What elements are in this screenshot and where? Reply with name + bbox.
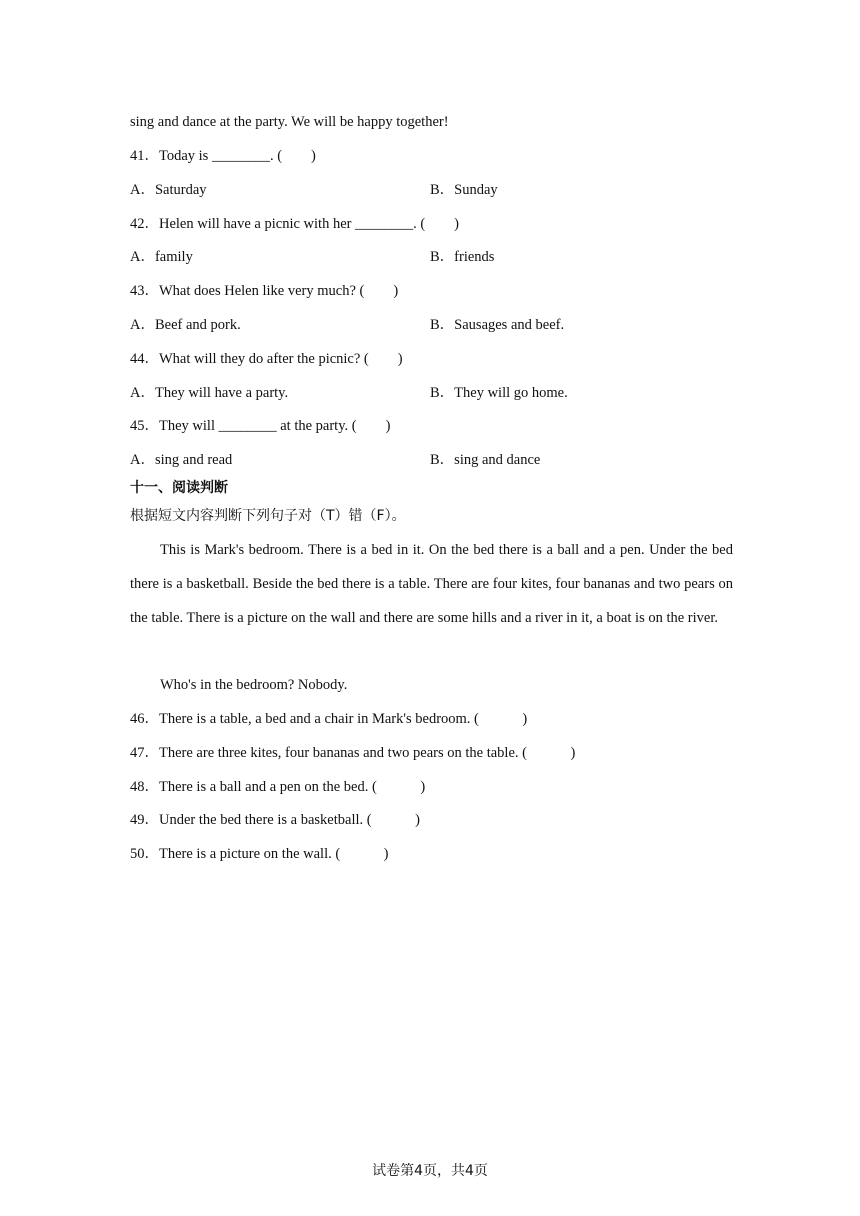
question-44-option-b: B．They will go home. [430,385,568,401]
question-47: 47．There are three kites, four bananas and two pears on the table. ( ) [130,745,576,761]
question-44: 44．What will they do after the picnic? ( ) [130,351,403,367]
reading-passage-2 [130,668,733,702]
passage-paragraph-2: Who's in the bedroom? Nobody. [160,677,348,693]
question-45-option-a: A．sing and read [130,452,233,468]
question-42-option-b: B．friends [430,249,495,265]
question-43: 43．What does Helen like very much? ( ) [130,283,399,299]
reading-passage [130,533,733,635]
passage-tail: sing and dance at the party. We will be happy together! [130,114,449,130]
passage-paragraph-1: This is Mark's bedroom. There is a bed in it. On the bed there is a ball and a pen. Under the bed there is a basketball. Beside the bed there is a table. There are four kites, four bananas and two pears on the table. There is a picture on the wall and there are some hills and a river in it, a boat is on the river. [130,542,733,626]
question-41: 41．Today is ________. ( ) [130,148,316,164]
question-44-option-a: A．They will have a party. [130,385,289,401]
section-instruction: 根据短文内容判断下列句子对（T）错（F）。 [130,508,406,524]
question-42-option-a: A．family [130,249,193,265]
question-43-option-b: B．Sausages and beef. [430,317,565,333]
question-41-option-a: A．Saturday [130,182,207,198]
question-45-option-b: B．sing and dance [430,452,541,468]
page-footer: 试卷第4页，共4页 [372,1163,488,1179]
question-41-option-b: B．Sunday [430,182,498,198]
question-45: 45．They will ________ at the party. ( ) [130,418,391,434]
question-42: 42．Helen will have a picnic with her ________. ( ) [130,216,459,232]
question-48: 48．There is a ball and a pen on the bed. ( ) [130,779,426,795]
question-50: 50．There is a picture on the wall. ( ) [130,846,389,862]
question-49: 49．Under the bed there is a basketball. ( ) [130,812,420,828]
question-43-option-a: A．Beef and pork. [130,317,241,333]
question-46: 46．There is a table, a bed and a chair in Mark's bedroom. ( ) [130,711,528,727]
section-title: 十一、阅读判断 [130,480,228,496]
